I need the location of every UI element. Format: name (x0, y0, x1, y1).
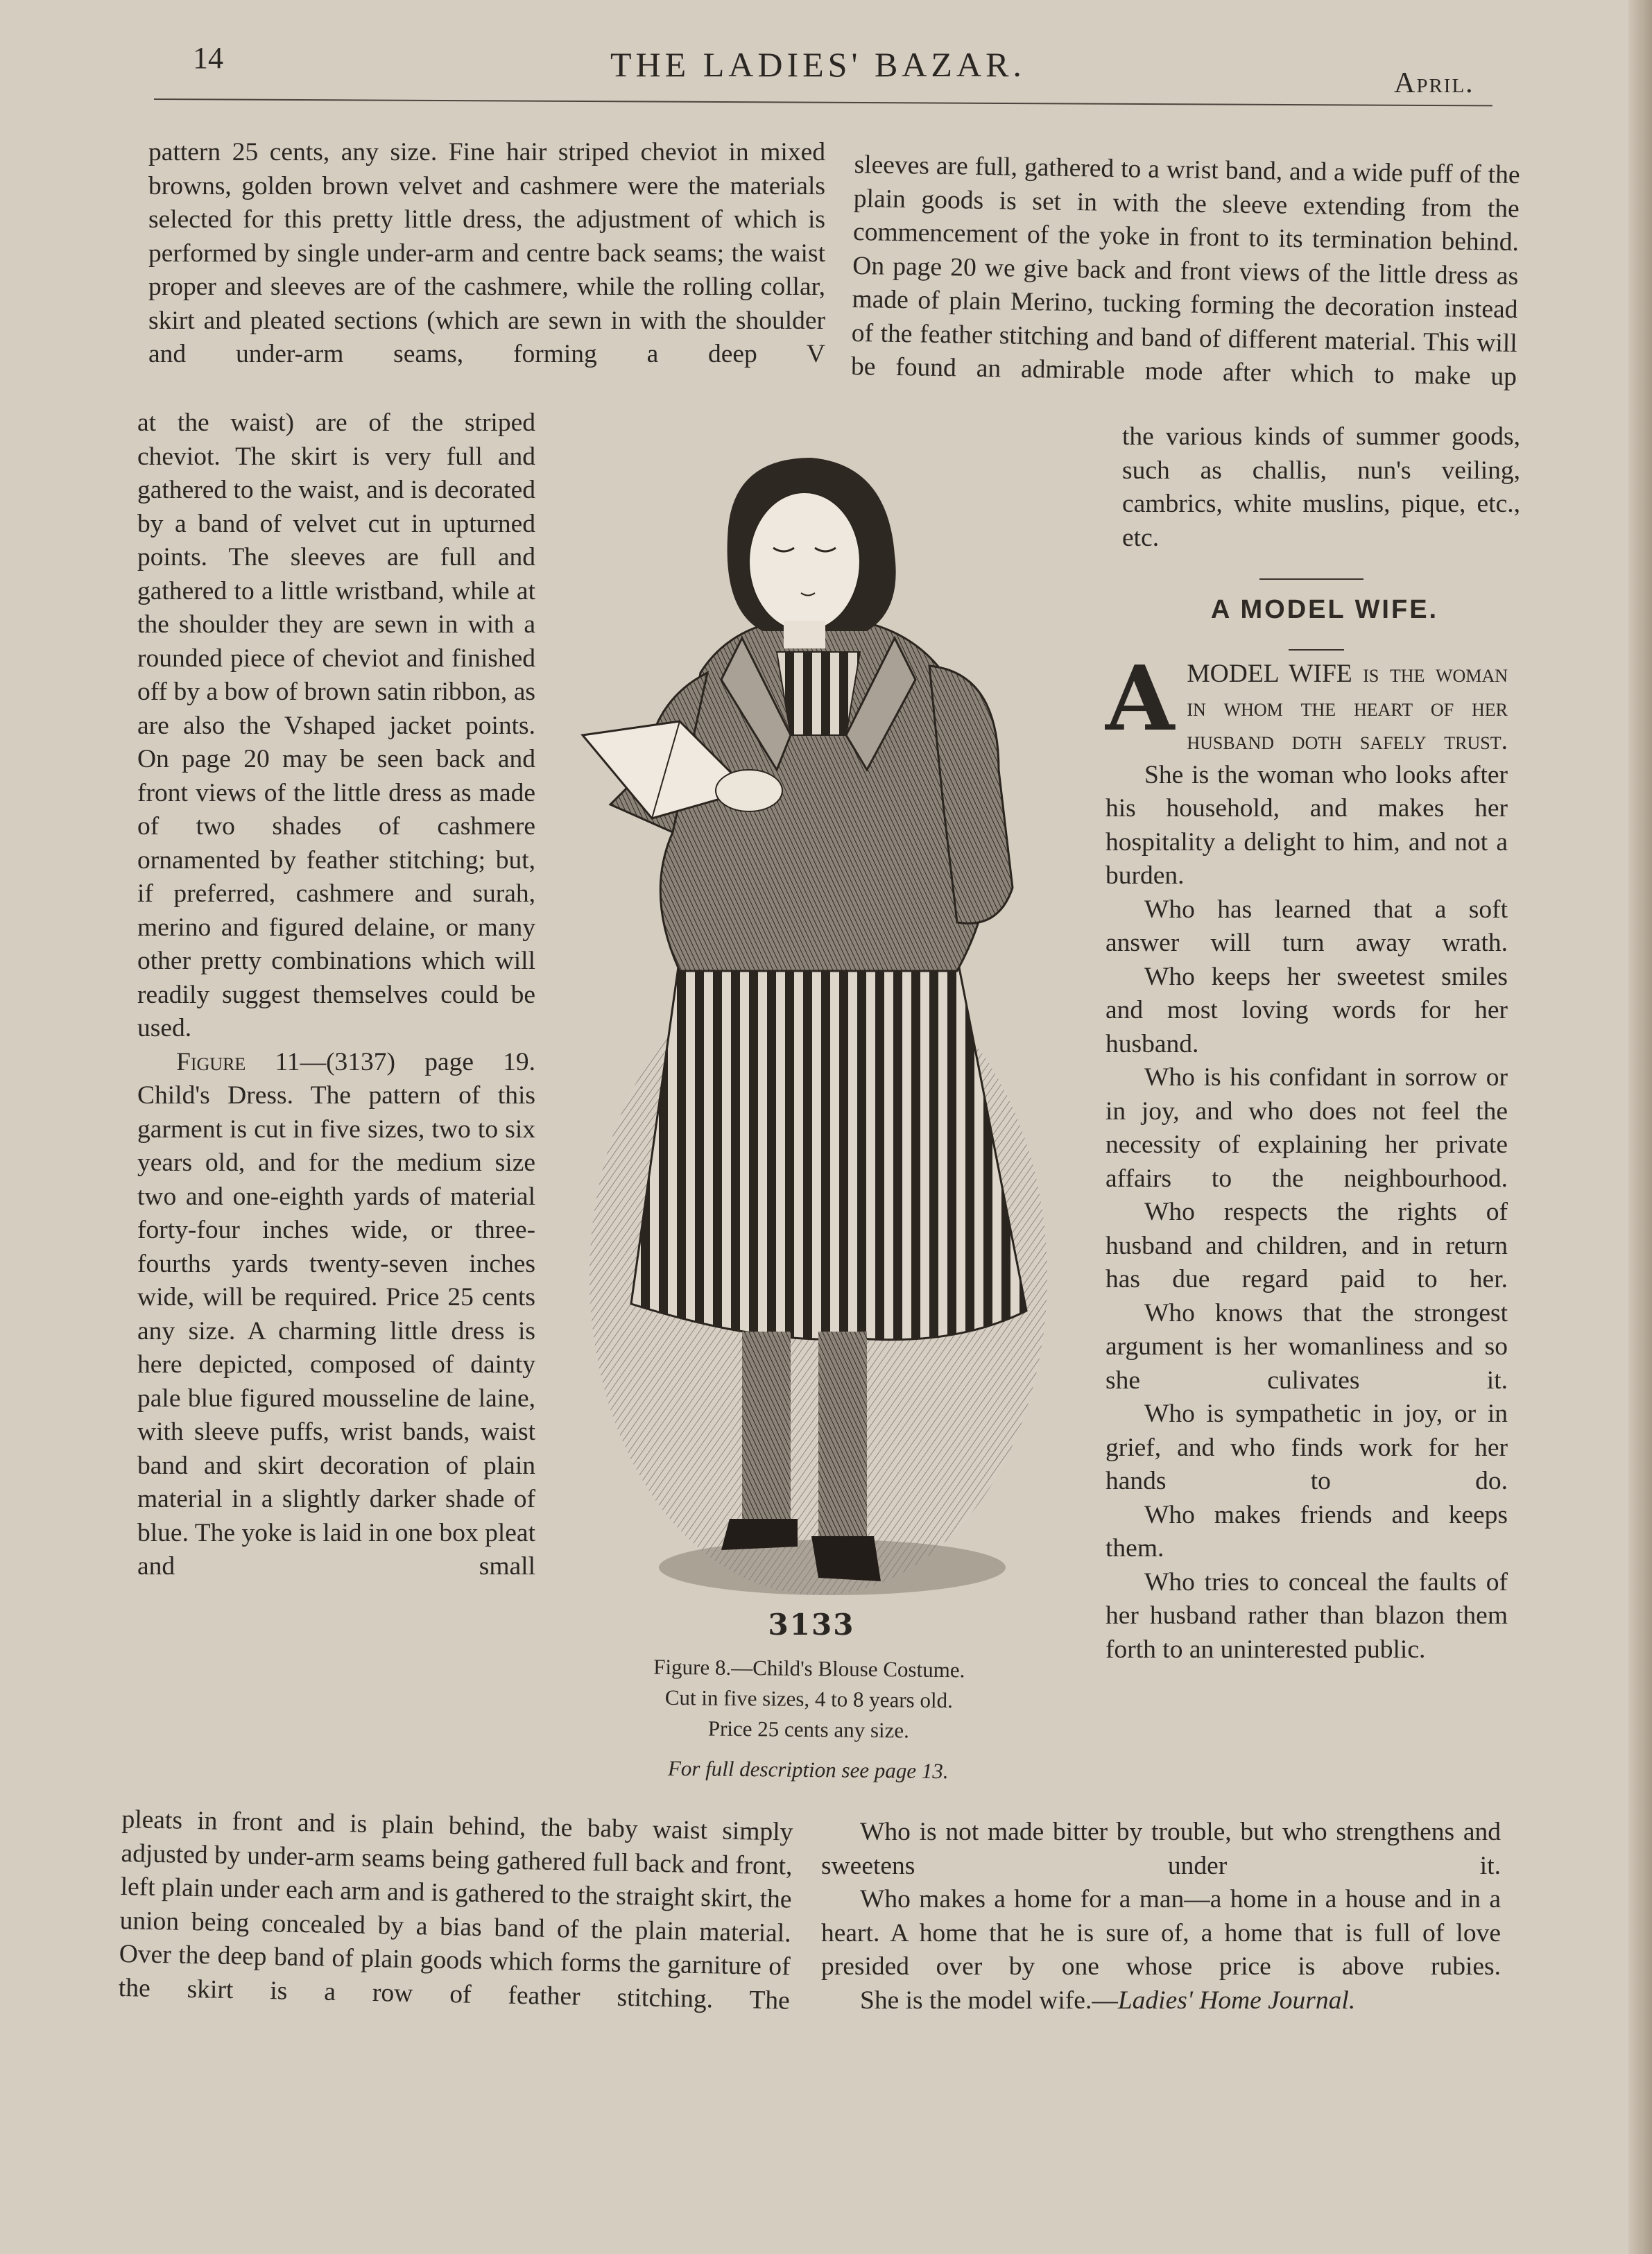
left-leg (742, 1332, 791, 1526)
model-wife-paragraph: She is the woman who looks after his household, and makes her hospitality a delight to him, and not a burden. (1105, 760, 1508, 890)
left-bottom-text: pleats in front and is plain behind, the baby waist simply adjusted by under-arm seams being gathered full back and front, left plain under each arm and is gathered to the straight skirt, the union being concealed by a bias band of the plain material. Over the deep band of plain goods which forms the garniture of the skirt is a row of feather stitching. The (118, 1805, 793, 2015)
striped-vest (777, 652, 860, 735)
left-top-paragraph (148, 136, 825, 372)
figure-11-label: Figure 11 (176, 1047, 300, 1076)
right-top-paragraph (851, 148, 1520, 395)
striped-skirt (631, 957, 1026, 1340)
figure-reference: For full description see page 13. (667, 1755, 949, 1784)
face (749, 492, 860, 631)
closing-text: She is the model wife.— (860, 1986, 1118, 2015)
drop-cap: A (1105, 647, 1175, 751)
model-wife-paragraph: Who knows that the strongest argument is her womanliness and so she culivates it. (1105, 1298, 1508, 1395)
section-title: A MODEL WIFE. (1210, 595, 1439, 624)
model-wife-paragraph: Who respects the rights of husband and children, and in return has due regard paid to her. (1105, 1198, 1508, 1293)
figure-title: Figure 8.—Child's Blouse Costume. (653, 1654, 965, 1683)
right-shoe (811, 1536, 881, 1581)
model-wife-opening (1105, 647, 1508, 759)
figure-price: Price 25 cents any size. (707, 1716, 910, 1743)
model-wife-paragraph: Who tries to conceal the faults of her husband rather than blazon them forth to an uninterested public. (1105, 1567, 1508, 1664)
model-wife-paragraph: Who is his confidant in sorrow or in joy, and who does not feel the necessity of explaining her private affairs to the neighbourhood. (1105, 1063, 1508, 1193)
section-rule-bottom (1289, 649, 1344, 651)
left-shoe (721, 1519, 798, 1550)
source-credit: Ladies' Home Journal. (1117, 1986, 1356, 2015)
model-wife-paragraph: Who has learned that a soft answer will turn away wrath. (1105, 895, 1508, 957)
model-wife-paragraph: Who makes a home for a man—a home in a house and in a heart. A home that he is sure of, a home that is full of love presided over by one whose price is above rubies. (821, 1885, 1501, 1981)
model-wife-bottom (821, 1816, 1501, 2018)
figure-number: 3133 (768, 1608, 855, 1642)
section-rule-top (1259, 578, 1363, 580)
right-narrow-paragraph (1122, 420, 1520, 555)
page-header (0, 0, 1652, 118)
model-wife-paragraph: Who is sympathetic in joy, or in grief, and who finds work for her hands to do. (1105, 1400, 1508, 1495)
opening-text: MODEL WIFE is the woman in whom the heart of her husband doth safely trust. (1187, 660, 1508, 755)
neck (784, 621, 825, 648)
model-wife-closing (821, 1984, 1501, 2018)
hand (716, 770, 782, 811)
page-number: 14 (193, 41, 223, 75)
model-wife-paragraph: Who is not made bitter by trouble, but who strengthens and sweetens under it. (821, 1818, 1501, 1880)
header-rule (154, 98, 1492, 106)
model-wife-body (1105, 647, 1508, 1667)
issue-month: April. (1394, 67, 1474, 99)
left-top-text: pattern 25 cents, any size. Fine hair striped cheviot in mixed browns, golden brown velvet and cashmere were the materials selected for this pretty little dress, the adjustment of which is performed by single under-arm and centre back seams; the waist proper and sleeves are of the cashmere, while the rolling collar, skirt and pleated sections (which are sewn in with the shoulder and under-arm seams, forming a deep V (148, 138, 825, 368)
right-leg (818, 1332, 867, 1540)
left-bottom-paragraph (118, 1803, 793, 2018)
running-title: THE LADIES' BAZAR. (610, 45, 1026, 84)
blouse-costume-illustration (569, 444, 1068, 1609)
left-narrow-column (137, 406, 535, 1584)
figure-caption (593, 1653, 1024, 1789)
right-narrow-text: the various kinds of summer goods, such as challis, nun's veiling, cambrics, white muslins, pique, etc., etc. (1122, 422, 1520, 552)
model-wife-paragraph: Who keeps her sweetest smiles and most loving words for her husband. (1105, 962, 1508, 1058)
figure-11-text: —(3137) page 19. Child's Dress. The pattern of this garment is cut in five sizes, two to six years old, and for the medium size two and one-eighth yards of material forty-four inches wide, or three-fourths yards twenty-seven inches wide, will be required. Price 25 cents any size. A charming little dress is here depicted, composed of dainty pale blue figured mousseline de laine, with sleeve puffs, wrist bands, waist band and skirt decoration of plain material in a slightly darker shade of blue. The yoke is laid in one box pleat and small (137, 1047, 536, 1581)
figure-11-paragraph (137, 1046, 535, 1584)
right-top-text: sleeves are full, gathered to a wrist band, and a wide puff of the plain goods is set in with the sleeve extending from the commencement of the yoke in front to its termination behind. On page 20 we give back and front views of the little dress as made of plain Merino, tucking forming the decoration instead of the feather stitching and band of different material. This will be found an admirable mode after which to make up (850, 150, 1520, 392)
figure-sizes: Cut in five sizes, 4 to 8 years old. (664, 1685, 954, 1713)
model-wife-paragraph: Who makes friends and keeps them. (1105, 1500, 1508, 1563)
left-narrow-text: at the waist) are of the striped cheviot. The skirt is very full and gathered to the waist, and is decorated by a band of velvet cut in upturned points. The sleeves are full and gathered to a little wristband, while at the shoulder they are sewn in with a rounded piece of cheviot and finished off by a bow of brown satin ribbon, as are also the Vshaped jacket points. On page 20 may be seen back and front views of the little dress as made of two shades of cashmere ornamented by feather stitching; but, if preferred, cashmere and surah, merino and figured delaine, or many other pretty combinations which will readily suggest themselves could be used. (137, 408, 535, 1042)
page-edge-shadow (1628, 0, 1652, 2254)
